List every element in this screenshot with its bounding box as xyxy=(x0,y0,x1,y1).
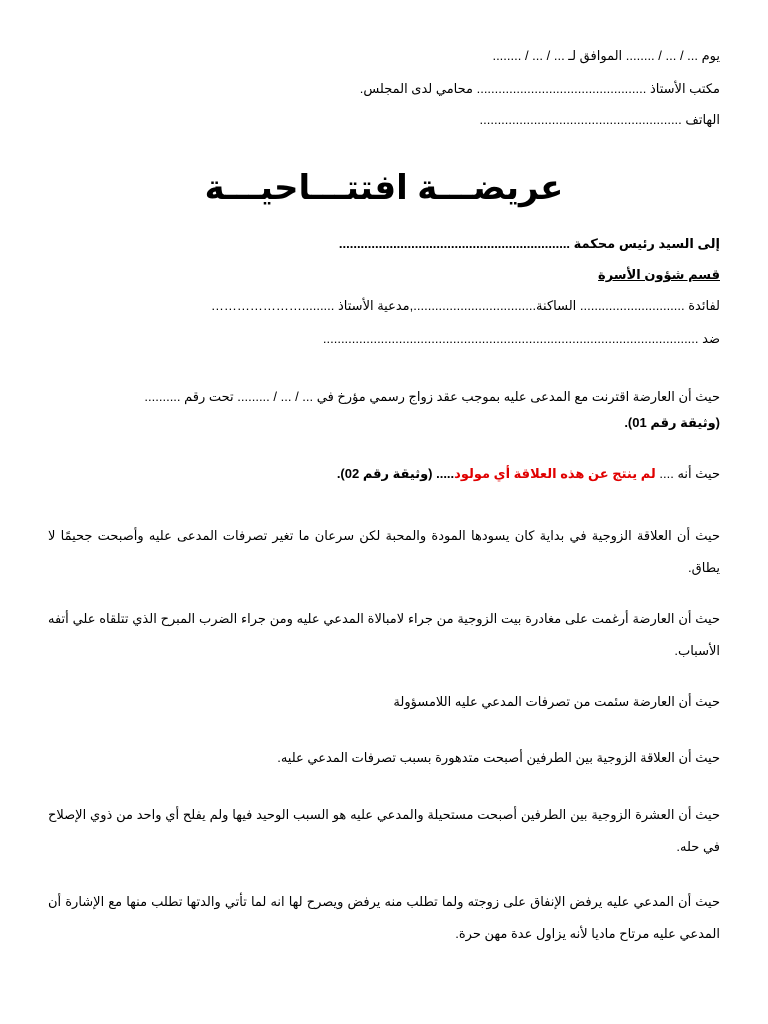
plaintiff-line: لفائدة ............................. الساكنة..................................,مدعية الأستاذ .........………………… xyxy=(210,298,720,313)
paragraph-1-line-1: حيث أن العارضة اقترنت مع المدعى عليه بموجب عقد زواج رسمي مؤرخ في ... / ... / ......... تحت رقم .......... xyxy=(144,389,720,404)
paragraph-1-line-2: (وثيقة رقم 01). xyxy=(624,415,720,430)
against-line: ضد ........................................................................................................ xyxy=(322,331,720,346)
paragraph-7: حيث أن العشرة الزوجية بين الطرفين أصبحت مستحيلة والمدعي عليه هو السبب الوحيد فيها ولم يفلح أي واحد من ذوي الإصلاح في حله. xyxy=(48,807,720,854)
paragraph-2-highlight: لم ينتج عن هذه العلاقة أي مولود xyxy=(454,466,656,481)
phone-line: الهاتف ........................................................ xyxy=(479,112,720,127)
paragraph-2-prefix: حيث أنه .... xyxy=(655,466,720,481)
section-line-wrap xyxy=(48,266,720,284)
paragraph-4: حيث أن العارضة أرغمت على مغادرة بيت الزوجية من جراء لامبالاة المدعي عليه ومن جراء الضرب المبرح الذي تتلقاه علي أتفه الأسباب. xyxy=(48,611,720,658)
paragraph-2-suffix: ..... (وثيقة رقم 02). xyxy=(336,466,455,481)
lawyer-office-line: مكتب الأستاذ ............................................... محامي لدى المجلس. xyxy=(359,81,720,96)
addressee-line: إلى السيد رئيس محكمة ................................................................ xyxy=(338,236,720,251)
paragraph-3: حيث أن العلاقة الزوجية في بداية كان يسودها المودة والمحبة لكن سرعان ما تغير تصرفات المدعى عليه وأصبحت جحيمًا لا يطاق. xyxy=(48,528,720,575)
document-title: عريضـــة افتتـــاحيـــة xyxy=(204,169,564,207)
paragraph-6: حيث أن العلاقة الزوجية بين الطرفين أصبحت متدهورة بسبب تصرفات المدعي عليه. xyxy=(277,750,720,765)
paragraph-2 xyxy=(48,465,720,483)
paragraph-5: حيث أن العارضة سئمت من تصرفات المدعي عليه اللامسؤولة xyxy=(393,694,720,709)
paragraph-8: حيث أن المدعي عليه يرفض الإنفاق على زوجته ولما تطلب منه يرفض ويصرح لها انه لما تأتي والدتها تطلب منها مع الإشارة أن المدعي عليه مرتاح ماديا لأنه يزاول عدة مهن حرة. xyxy=(48,894,720,941)
section-title: قسم شؤون الأسرة xyxy=(598,267,720,282)
date-line: يوم ... / ... / ........ الموافق لـ ... / ... / ........ xyxy=(492,48,720,63)
